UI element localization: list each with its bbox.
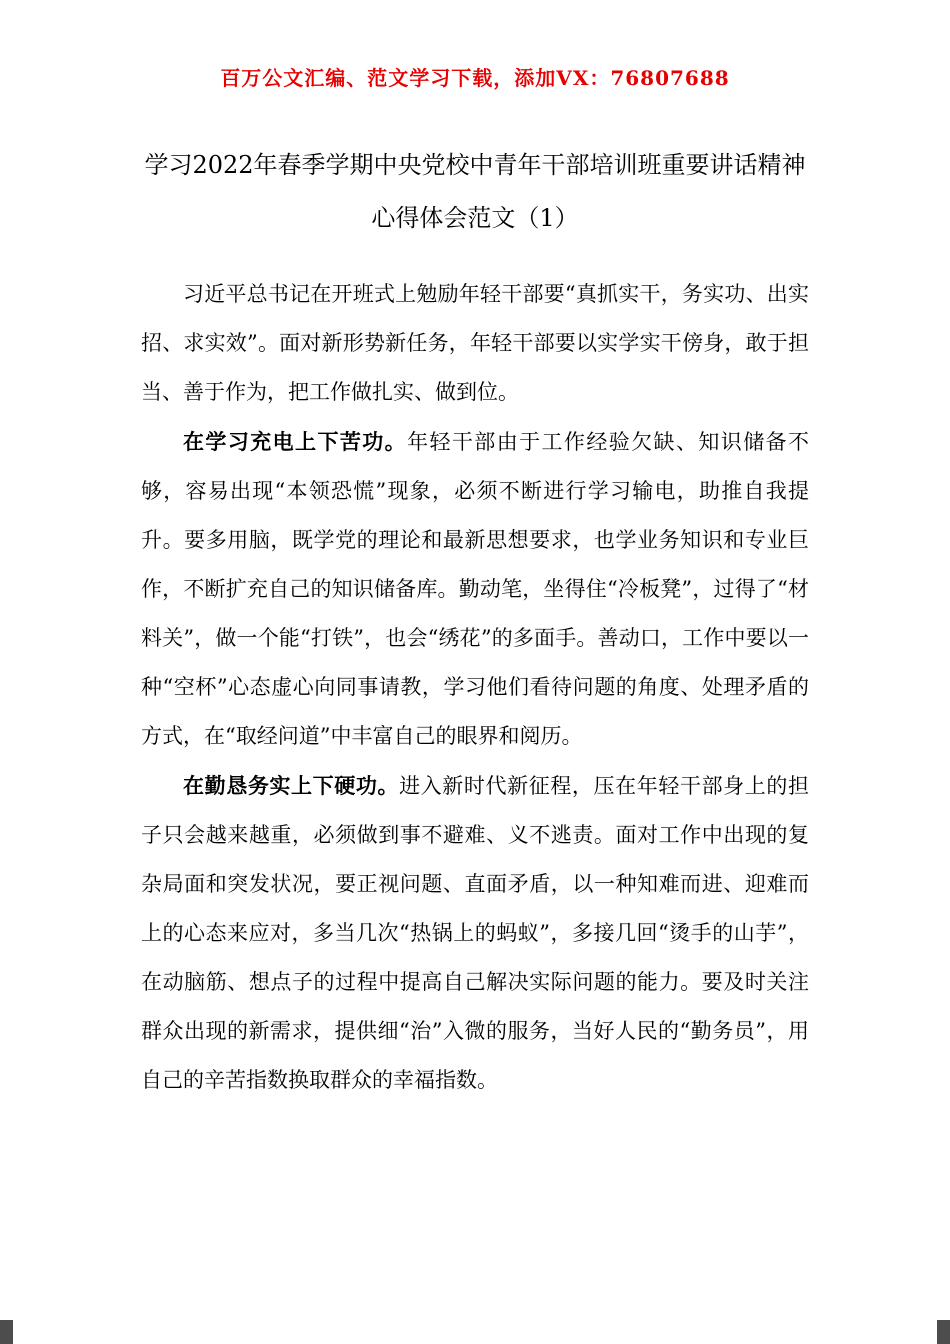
paragraph: [141, 417, 809, 761]
paragraph: [141, 761, 809, 1105]
paragraph-text: 进入新时代新征程，压在年轻干部身上的担子只会越来越重，必须做到事不避难、义不逃责。面对工作中出现的复杂局面和突发状况，要正视问题、直面矛盾，以一种知难而进、迎难而上的心态来应对，多当几次“热锅上的蚂蚁”，多接几回“烫手的山芋”，在动脑筋、想点子的过程中提高自己解决实际问题的能力。要及时关注群众出现的新需求，提供细“治”入微的服务，当好人民的“勤务员”，用自己的辛苦指数换取群众的幸福指数。: [141, 774, 810, 1092]
paragraph-text: 习近平总书记在开班式上勉励年轻干部要“真抓实干，务实功、出实招、求实效”。面对新形势新任务，年轻干部要以实学实干傍身，敢于担当、善于作为，把工作做扎实、做到位。: [141, 282, 809, 404]
document-title: 学习2022年春季学期中央党校中青年干部培训班重要讲话精神心得体会范文（1）: [144, 151, 806, 232]
page-corner-mark-right: [937, 1320, 950, 1344]
promo-notice: 百万公文汇编、范文学习下载，添加VX：76807688: [220, 66, 730, 90]
paragraph-lead: 在勤恳务实上下硬功。: [183, 773, 400, 798]
document-content: [141, 139, 809, 1105]
paragraph: [141, 269, 809, 417]
page-corner-mark-left: [0, 1320, 13, 1344]
paragraph-text: 年轻干部由于工作经验欠缺、知识储备不够，容易出现“本领恐慌”现象，必须不断进行学习输电，助推自我提升。要多用脑，既学党的理论和最新思想要求，也学业务知识和专业巨作，不断扩充自己的知识储备库。勤动笔，坐得住“冷板凳”，过得了“材料关”，做一个能“打铁”，也会“绣花”的多面手。善动口，工作中要以一种“空杯”心态虚心向同事请教，学习他们看待问题的角度、处理矛盾的方式，在“取经问道”中丰富自己的眼界和阅历。: [141, 430, 810, 748]
paragraph-lead: 在学习充电上下苦功。: [183, 429, 408, 454]
